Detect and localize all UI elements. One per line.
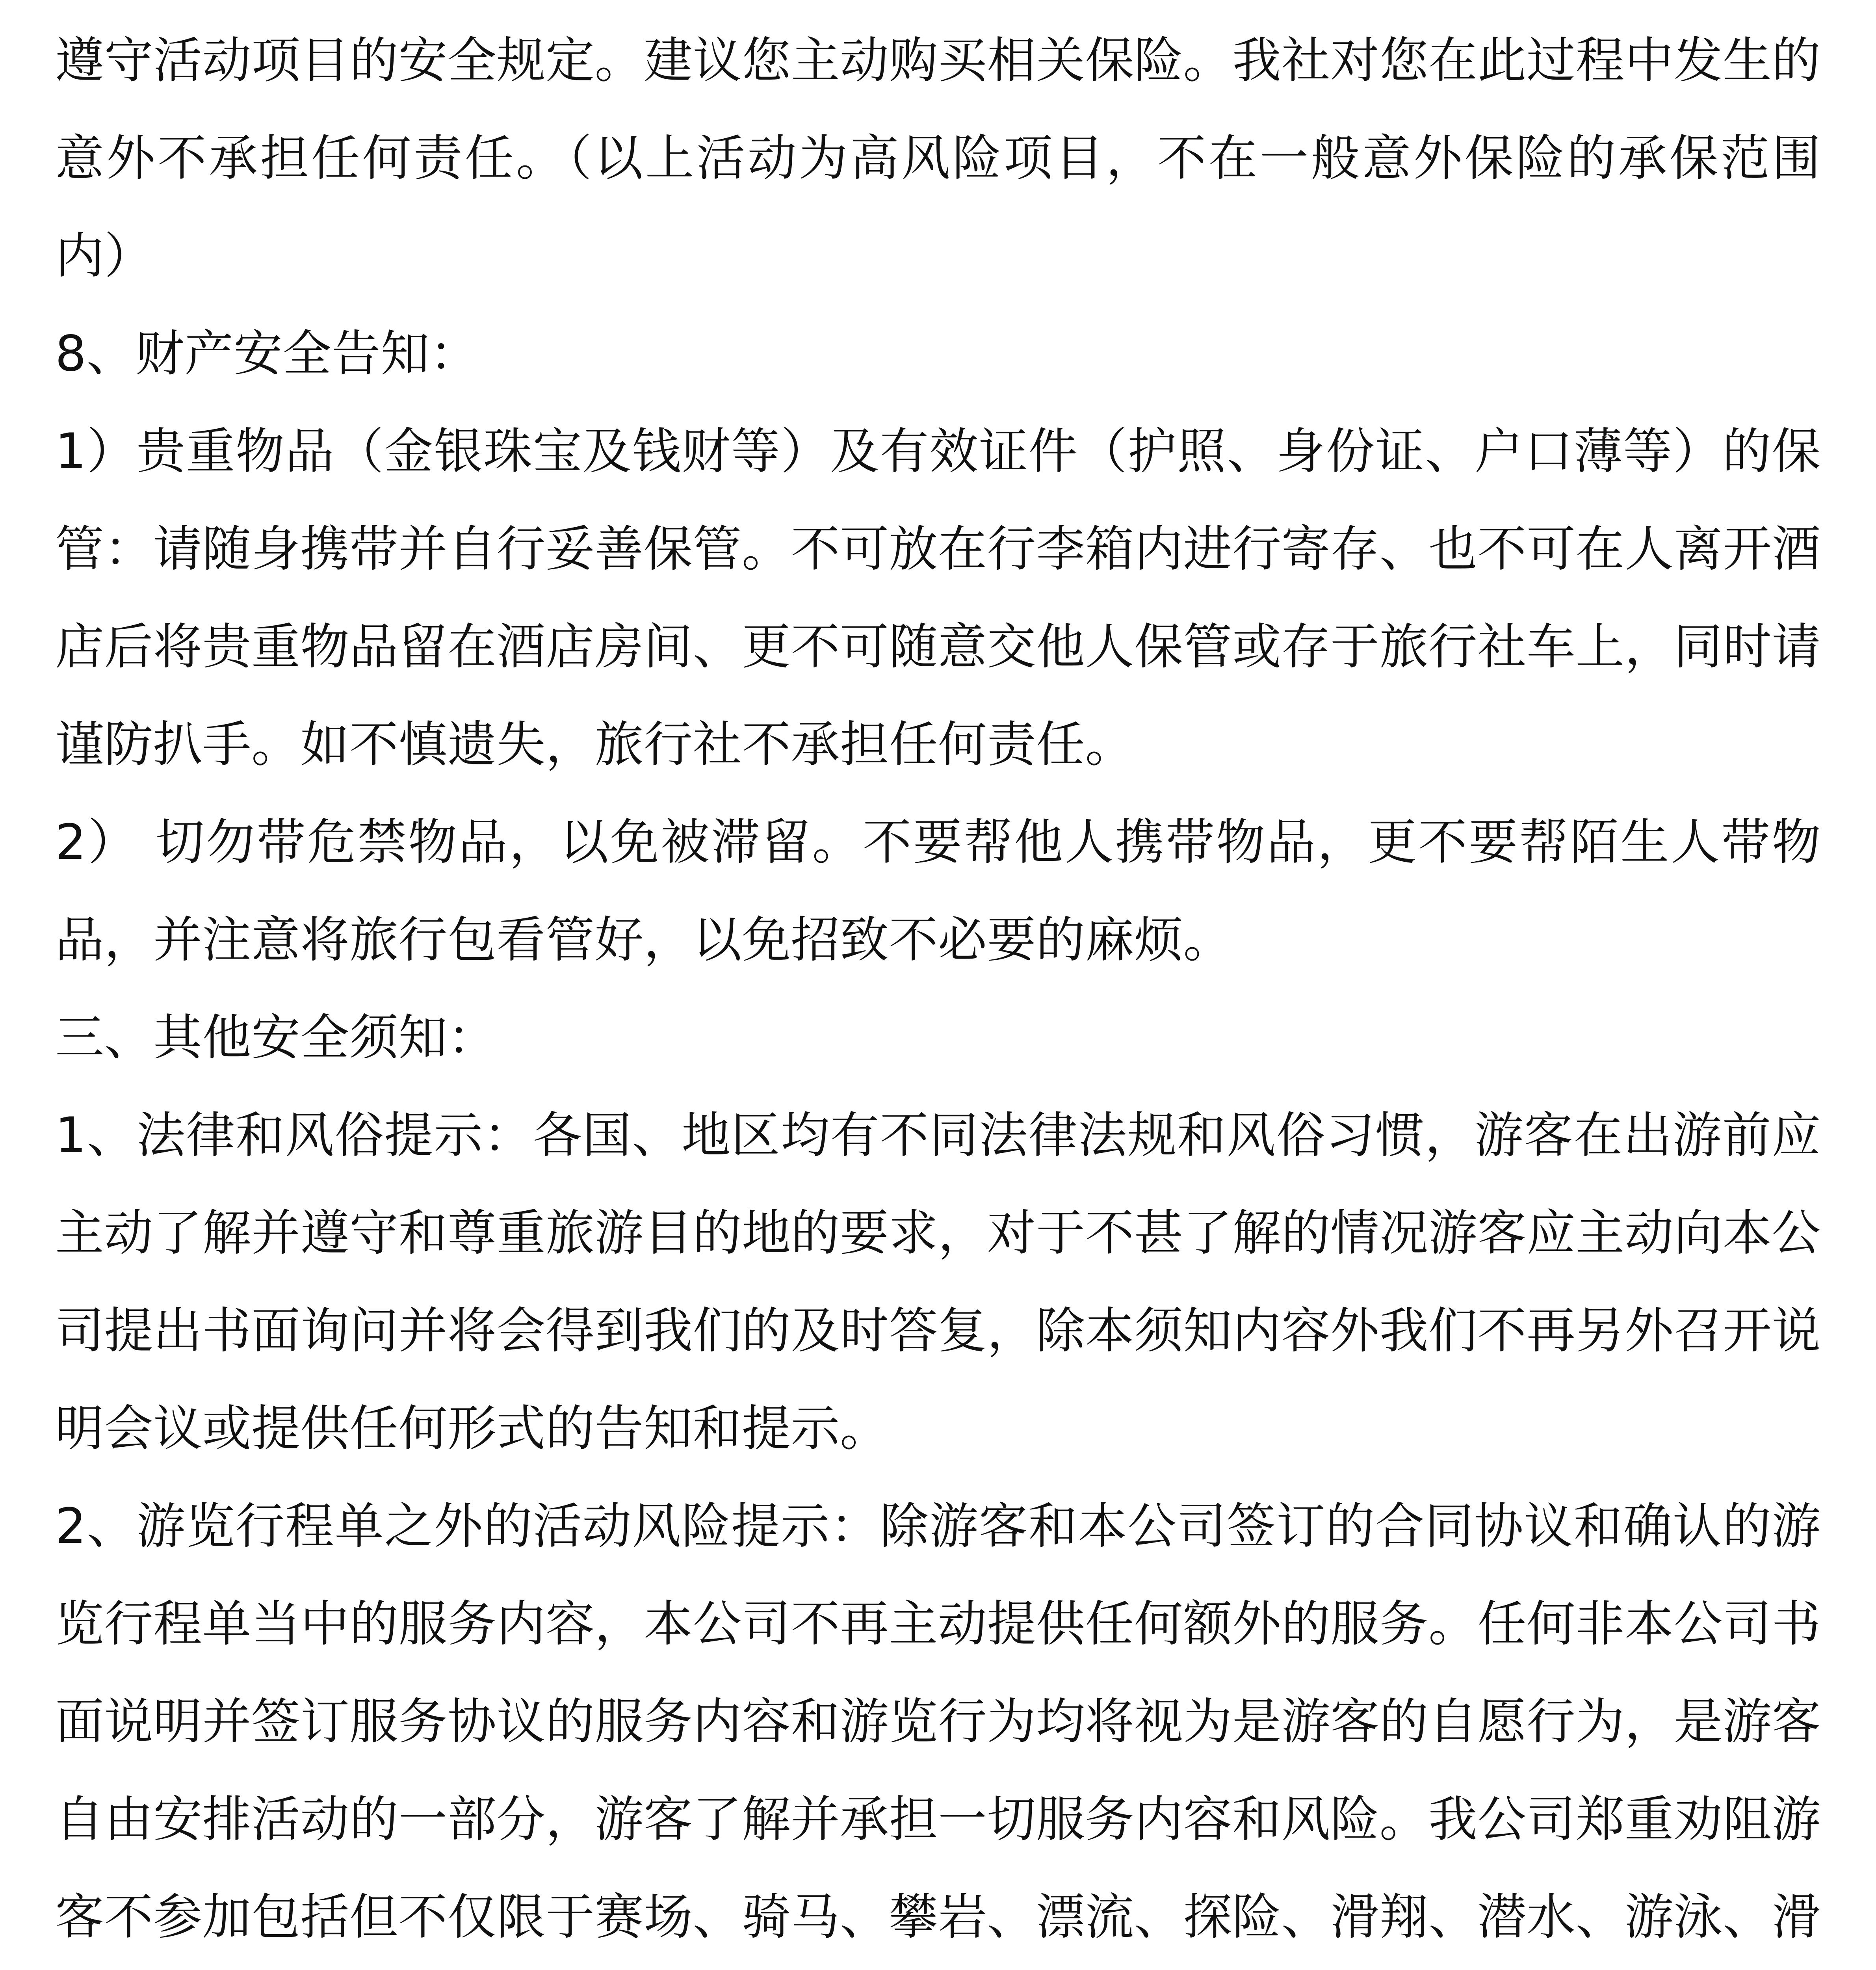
paragraph-extra-activity-risk: 2、游览行程单之外的活动风险提示：除游客和本公司签订的合同协议和确认的游览行程单当中的服务内容，本公司不再主动提供任何额外的服务。任何非本公司书面说明并签订服务协议的服务内容和游览行为均将视为是游客的自愿行为，是游客自由安排活动的一部分，游客了解并承担一切服务内容和风险。我公司郑重劝阻游客不参加包括但不仅限于赛场、骑马、攀岩、漂流、探险、滑翔、潜水、游泳、滑 bbox=[55, 1498, 1821, 1946]
paragraph-law-and-customs: 1、法律和风俗提示：各国、地区均有不同法律法规和风俗习惯，游客在出游前应主动了解并遵守和尊重旅游目的地的要求，对于不甚了解的情况游客应主动向本公司提出书面询问并将会得到我们的及时答复，除本须知内容外我们不再另外召开说明会议或提供任何形式的告知和提示。 bbox=[55, 1107, 1821, 1457]
paragraph-prohibited-items: 2） 切勿带危禁物品，以免被滞留。不要帮他人携带物品，更不要帮陌生人带物品，并注意将旅行包看管好，以免招致不必要的麻烦。 bbox=[55, 814, 1821, 968]
paragraph-valuables: 1）贵重物品（金银珠宝及钱财等）及有效证件（护照、身份证、户口薄等）的保管：请随身携带并自行妥善保管。不可放在行李箱内进行寄存、也不可在人离开酒店后将贵重物品留在酒店房间、更不可随意交他人保管或存于旅行社车上，同时请谨防扒手。如不慎遗失，旅行社不承担任何责任。 bbox=[55, 423, 1821, 773]
heading-other-safety: 三、其他安全须知： bbox=[55, 1009, 497, 1066]
heading-property-safety: 8、财产安全告知： bbox=[55, 325, 479, 382]
paragraph-activity-safety: 遵守活动项目的安全规定。建议您主动购买相关保险。我社对您在此过程中发生的意外不承担任何责任。（以上活动为高风险项目，不在一般意外保险的承保范围内） bbox=[55, 32, 1821, 284]
document-body bbox=[55, 12, 1821, 1970]
